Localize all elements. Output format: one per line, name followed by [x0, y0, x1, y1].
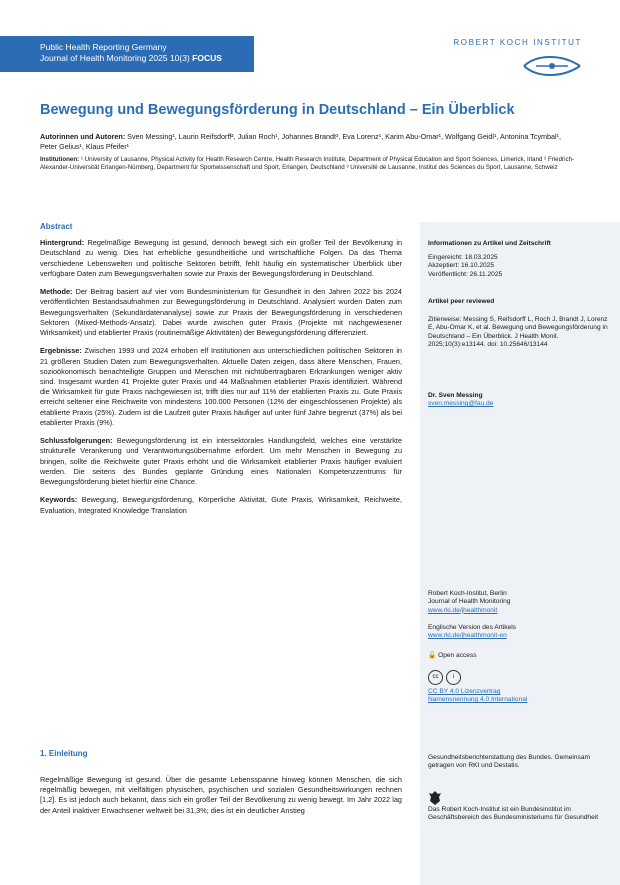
license: [428, 670, 608, 705]
open-access-icon: 🔓: [428, 652, 437, 659]
institutions: [40, 156, 580, 173]
english-version-label: Englische Version des Artikels: [428, 624, 516, 631]
abstract: [40, 222, 402, 524]
abstract-keywords: [40, 495, 402, 515]
results-label: Ergebnisse:: [40, 346, 82, 356]
license-link-international[interactable]: Namensnennung 4.0 International: [428, 696, 528, 704]
publisher-journal: Journal of Health Monitoring: [428, 598, 511, 606]
contact: [428, 392, 608, 409]
banner-line-2: [40, 53, 254, 64]
authors: [40, 132, 580, 151]
section-heading-introduction: 1. Einleitung: [40, 749, 88, 758]
funder-note: Das Robert Koch-Institut ist ein Bundesinstitut im Geschäftsbereich des Bundesministeriums für Gesundheit: [428, 806, 599, 822]
introduction-text: Regelmäßige Bewegung ist gesund. Über die gesamte Lebensspanne hinweg können Menschen, die sich regelmäßig bewegen, mit vielfältigen physischen, psychischen und sozialen Gesundheitswirkungen rechnen [1,2]. Es ist jedoch auch bekannt, dass sich ein großer Teil der Bevölkerung zu wenig bewegt. Im Jahr 2022 lag der Anteil inaktiver Erwachsener weltweit bei 31,3%; dies ist ein deutlicher Anstieg: [40, 775, 402, 815]
contact-name: Dr. Sven Messing: [428, 392, 483, 399]
abstract-background: [40, 238, 402, 279]
institute-name: ROBERT KOCH INSTITUT: [453, 38, 582, 47]
methods-text: Der Beitrag basiert auf vier vom Bundesministerium für Gesundheit in den Jahren 2022 bis 2024 veröffentlichten Bestandsaufnahmen zur Bewegungsförderung in Deutschland. Analysiert wurden Daten zum Bewegungsverhalten (Sekundärdatenanalyse) sowie zur Praxis der Bewegungsförderung in verschiedenen Sektoren (Mixed-Methods-Ansatz). Dabei wurde zwischen guter Praxis (Projekte mit nachgewiesener Wirksamkeit) und etablierter Praxis (routinemäßige Aktivitäten) der Bewegungsförderung differenziert.: [40, 287, 402, 338]
banner-journal: Journal of Health Monitoring 2025 10(3): [40, 53, 190, 63]
abstract-methods: [40, 287, 402, 338]
authors-list: Sven Messing¹, Laurin Reifsdorff², Julian Roch¹, Johannes Brandt³, Eva Lorenz¹, Karim Abu-Omar¹, Wolfgang Geidl¹, Antonina Tcymbal¹, Peter Gelius¹, Klaus Pfeifer¹: [40, 132, 562, 151]
publisher-link[interactable]: www.rki.de/jhealthmonit: [428, 606, 498, 614]
institutions-list: ¹ University of Lausanne, Physical Activity for Health Research Centre, Health Research Institute, Department of Physical Education and Sport Sciences, Limerick, Irland ² Friedrich-Alexander-Universität Erlangen-Nürnberg, Department für Sportwissenschaft und Sport, Erlangen, Deutschland ³ Université de Lausanne, Institut des Sciences du Sport, Lausanne, Schweiz: [40, 156, 575, 172]
abstract-conclusions: [40, 436, 402, 487]
federal-eagle-icon: [428, 790, 442, 806]
gbe-note: Gesundheitsberichterstattung des Bundes. Gemeinsam getragen von RKI und Destatis.: [428, 754, 591, 770]
article-dates: [428, 254, 608, 279]
cc-license-icons: [428, 670, 608, 685]
publisher-info: [428, 590, 608, 615]
banner-badge: FOCUS: [192, 53, 222, 63]
conclusions-label: Schlussfolgerungen:: [40, 436, 113, 446]
banner-line-1: Public Health Reporting Germany: [40, 42, 167, 52]
citation: Zitierweise: Messing S, Reifsdorff L, Roch J, Brandt J, Lorenz E, Abu-Omar K, et al. Bewegung und Bewegungsförderung in Deutschland – Ein Überblick. J Health Monit. 2025;10(3):e13144. doi: 10.25646/13144: [428, 316, 608, 349]
background-text: Regelmäßige Bewegung ist gesund, dennoch bewegt sich ein großer Teil der Bevölkerung in Deutschland zu wenig. Dies hat erhebliche gesundheitliche und wirtschaftliche Folgen. Da das Thema verschiedene Lebenswelten und politische Sektoren betrifft, fehlt häufig ein systematischer Überblick über verfügbare Daten zum Bewegungsverhalten sowie zur Praxis der Bewegungsförderung in Deutschland.: [40, 238, 403, 278]
date-submitted: Eingereicht: 18.03.2025: [428, 254, 498, 261]
info-sidebar: [420, 222, 620, 885]
open-access: [428, 652, 608, 660]
abstract-results: [40, 346, 402, 428]
article-info: [428, 240, 608, 248]
license-link[interactable]: CC BY 4.0 Lizenzvertrag: [428, 688, 501, 695]
institutions-label: Institutionen:: [40, 156, 80, 163]
background-label: Hintergrund:: [40, 238, 85, 248]
peer-review-note: [428, 298, 608, 306]
contact-email-link[interactable]: sven.messing@fau.de: [428, 400, 494, 408]
authors-label: Autorinnen und Autoren:: [40, 132, 126, 141]
info-title: Informationen zu Artikel und Zeitschrift: [428, 240, 551, 247]
english-version: [428, 624, 608, 641]
conclusions-text: Bewegungsförderung ist ein intersektorales Handlungsfeld, welches eine verstärkte strukturelle Verankerung und Verantwortungsübernahme erfordert. Um mehr Menschen in Bewegung zu bringen, sollte die Reichweite guter Praxis erhöht und die Wirksamkeit etablierter Praxis häufiger evaluiert werden. Die seitens des Bundes geplante Gründung eines Nationalen Kompetenzzentrums für Bewegungsförderung bietet hierfür eine Chance.: [40, 436, 403, 487]
keywords-text: Bewegung, Bewegungsförderung, Körperliche Aktivität, Gute Praxis, Wirksamkeit, Reichweite, Evaluation, Integrated Knowledge Translation: [40, 495, 402, 515]
article-title: Bewegung und Bewegungsförderung in Deutschland – Ein Überblick: [40, 102, 515, 118]
peer-review-label: Artikel peer reviewed: [428, 298, 495, 305]
publisher-name: Robert Koch-Institut, Berlin: [428, 590, 507, 597]
results-text: Zwischen 1993 und 2024 erhoben elf Institutionen aus unterschiedlichen politischen Sektoren in 21 größeren Studien Daten zum Bewegungsverhalten. Aktuelle Daten zeigen, dass ältere Menschen, Frauen, sozioökonomisch benachteiligte Gruppen und Menschen mit nichtübertragbaren Erkrankungen weniger aktiv sind. Insgesamt wurden 41 Projekte guter Praxis und 44 Maßnahmen etablierter Praxis identifiziert. Während die Wirksamkeit für gute Praxis nachgewiesen ist, trifft dies nur auf 11% der etablierten Praxis zu. Gute Praxis erreicht seltener eine Reichweite von mindestens 100.000 Personen (12% der eingeschlossenen Projekte) als etablierte Praxis (25%). Zudem ist die Laufzeit guter Praxis häufiger auf unter fünf Jahre begrenzt (37%) als bei etablierter Praxis (9%).: [40, 346, 402, 427]
keywords-label: Keywords:: [40, 495, 78, 505]
by-icon: i: [446, 670, 461, 685]
rki-emblem-icon: [522, 52, 582, 80]
english-version-link[interactable]: www.rki.de/jhealthmonit-en: [428, 632, 507, 640]
methods-label: Methode:: [40, 287, 73, 297]
open-access-label: Open access: [438, 652, 477, 659]
institute-logo: [422, 38, 582, 82]
date-accepted: Akzeptiert: 16.10.2025: [428, 262, 494, 270]
cc-icon: cc: [428, 670, 443, 685]
journal-banner: [0, 36, 254, 72]
abstract-heading: Abstract: [40, 222, 73, 231]
date-published: Veröffentlicht: 26.11.2025: [428, 270, 503, 278]
